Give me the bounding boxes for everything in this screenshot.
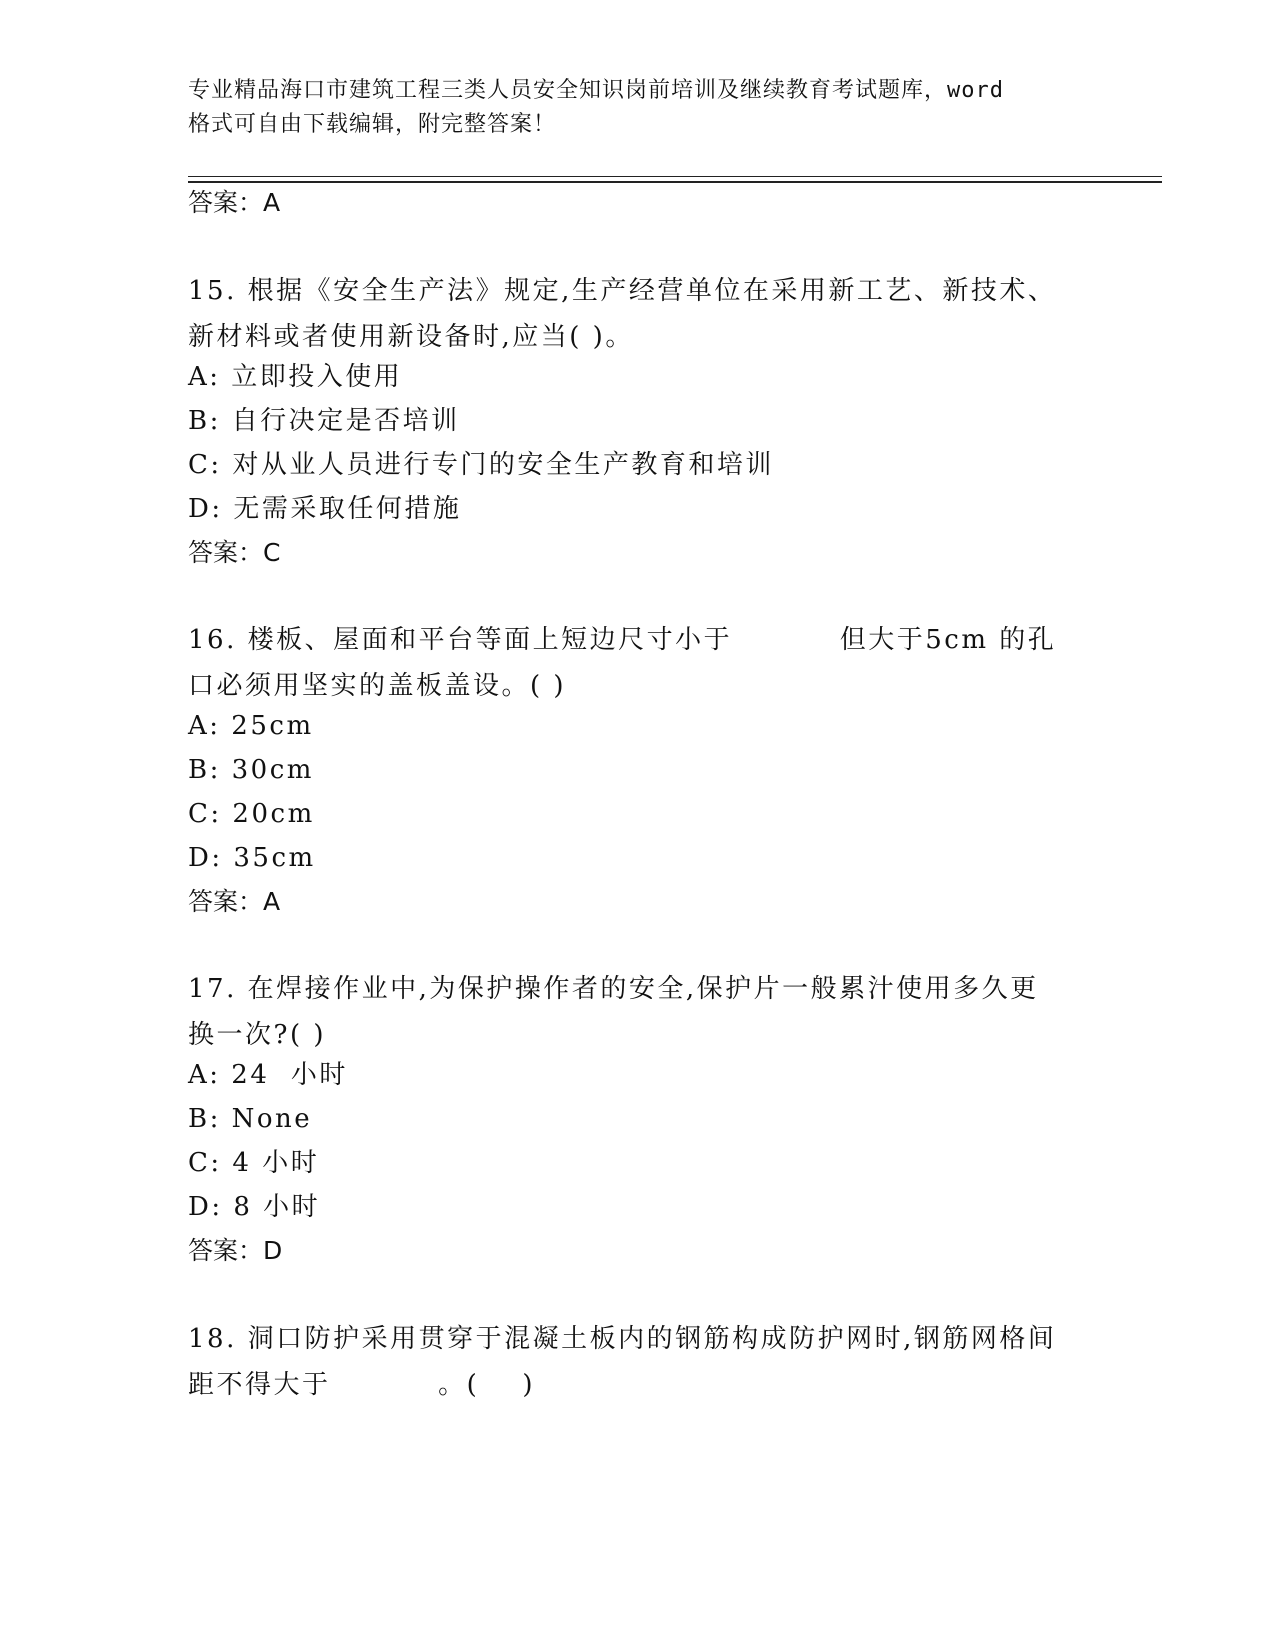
question-15-option-d: D: 无需采取任何措施 xyxy=(188,494,462,524)
question-16-option-b: B: 30cm xyxy=(188,755,314,785)
question-16-option-d: D: 35cm xyxy=(188,843,316,873)
question-16-line-1: 16. 楼板、屋面和平台等面上短边尺寸小于 但大于5cm 的孔 xyxy=(188,625,1057,655)
question-18-line-2: 距不得大于 。( ) xyxy=(188,1370,535,1400)
question-16-line-2: 口必须用坚实的盖板盖设。( ) xyxy=(188,671,567,701)
answer-15: 答案：C xyxy=(188,538,281,567)
answer-14: 答案：A xyxy=(188,188,281,217)
question-15 xyxy=(188,268,1088,360)
question-15-line-1: 15. 根据《安全生产法》规定,生产经营单位在采用新工艺、新技术、 xyxy=(188,276,1057,306)
question-16-option-c: C: 20cm xyxy=(188,799,315,829)
header-line-1: 专业精品海口市建筑工程三类人员安全知识岗前培训及继续教育考试题库，word xyxy=(188,78,1004,103)
question-16-option-a: A: 25cm xyxy=(188,711,314,741)
question-15-option-a: A: 立即投入使用 xyxy=(188,362,403,392)
question-15-line-2: 新材料或者使用新设备时,应当( )。 xyxy=(188,322,634,352)
question-17-option-a: A: 24 小时 xyxy=(188,1060,348,1090)
question-17-line-1: 17. 在焊接作业中,为保护操作者的安全,保护片一般累汁使用多久更 xyxy=(188,974,1039,1004)
question-17 xyxy=(188,966,1088,1058)
answer-17: 答案：D xyxy=(188,1236,283,1265)
question-15-option-c: C: 对从业人员进行专门的安全生产教育和培训 xyxy=(188,450,774,480)
question-18 xyxy=(188,1316,1088,1408)
header-rule-thin xyxy=(188,176,1162,177)
header-rule-thick xyxy=(188,181,1162,183)
question-17-option-b: B: None xyxy=(188,1104,313,1134)
document-header xyxy=(188,74,1068,142)
answer-16: 答案：A xyxy=(188,887,281,916)
question-16 xyxy=(188,617,1088,709)
question-17-option-c: C: 4 小时 xyxy=(188,1148,320,1178)
question-17-option-d: D: 8 小时 xyxy=(188,1192,321,1222)
header-line-2: 格式可自由下载编辑，附完整答案！ xyxy=(188,112,557,137)
question-15-option-b: B: 自行决定是否培训 xyxy=(188,406,460,436)
question-17-line-2: 换一次?( ) xyxy=(188,1020,326,1050)
question-18-line-1: 18. 洞口防护采用贯穿于混凝土板内的钢筋构成防护网时,钢筋网格间 xyxy=(188,1324,1057,1354)
